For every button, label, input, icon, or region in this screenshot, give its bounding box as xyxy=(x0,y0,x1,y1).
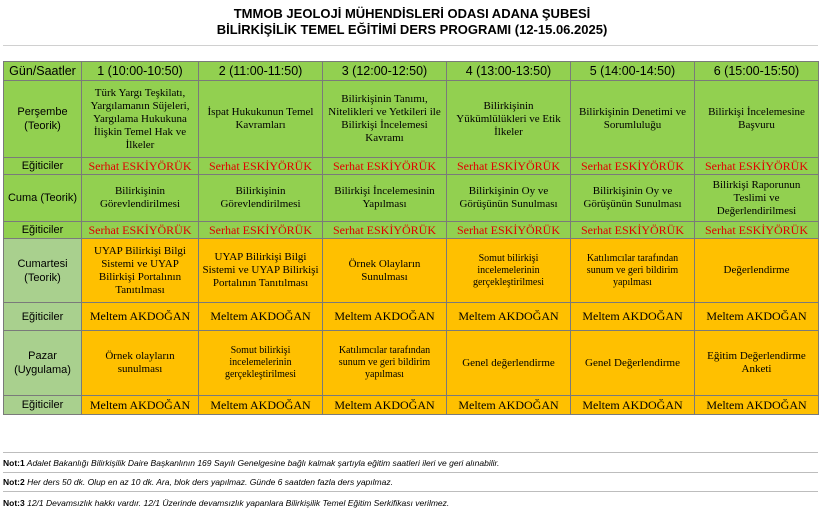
empty-row xyxy=(3,45,818,61)
column-header: 6 (15:00-15:50) xyxy=(695,62,819,81)
note-label: Not:2 xyxy=(3,477,25,487)
lesson-cell: Bilirkişinin Görevlendirilmesi xyxy=(199,175,323,222)
teacher-row-label: Eğiticiler xyxy=(4,396,82,415)
note-1 xyxy=(3,458,499,468)
lesson-cell: Bilirkişinin Oy ve Görüşünün Sunulması xyxy=(571,175,695,222)
teacher-row xyxy=(4,222,819,239)
teacher-cell: Serhat ESKİYÖRÜK xyxy=(323,158,447,175)
teacher-cell: Serhat ESKİYÖRÜK xyxy=(571,158,695,175)
teacher-cell: Meltem AKDOĞAN xyxy=(323,396,447,415)
lesson-cell: Somut bilirkişi incelemelerinin gerçekleştirilmesi xyxy=(199,331,323,396)
column-header: 4 (13:00-13:50) xyxy=(447,62,571,81)
teacher-row-label: Eğiticiler xyxy=(4,158,82,175)
lesson-cell: UYAP Bilirkişi Bilgi Sistemi ve UYAP Bilirkişi Portalının Tanıtılması xyxy=(82,239,199,303)
header-row xyxy=(4,62,819,81)
day-label: Pazar (Uygulama) xyxy=(4,331,82,396)
note-2 xyxy=(3,477,393,487)
note-divider xyxy=(3,491,818,492)
note-text: Her ders 50 dk. Olup en az 10 dk. Ara, blok ders yapılmaz. Günde 6 saatden fazla ders yapılmaz. xyxy=(24,477,393,487)
lesson-cell: Bilirkişinin Tanımı, Nitelikleri ve Yetkileri ile Bilirkişi İncelemesi Kavramı xyxy=(323,81,447,158)
lesson-cell: Bilirkişinin Görevlendirilmesi xyxy=(82,175,199,222)
teacher-cell: Serhat ESKİYÖRÜK xyxy=(199,222,323,239)
teacher-cell: Meltem AKDOĞAN xyxy=(199,303,323,331)
lesson-cell: Bilirkişinin Yükümlülükleri ve Etik İlkeler xyxy=(447,81,571,158)
lesson-cell: UYAP Bilirkişi Bilgi Sistemi ve UYAP Bilirkişi Portalının Tanıtılması xyxy=(199,239,323,303)
day-row-cumartesi xyxy=(4,239,819,303)
column-header: 1 (10:00-10:50) xyxy=(82,62,199,81)
teacher-cell: Serhat ESKİYÖRÜK xyxy=(695,158,819,175)
lesson-cell: Örnek olayların sunulması xyxy=(82,331,199,396)
teacher-cell: Serhat ESKİYÖRÜK xyxy=(323,222,447,239)
note-text: 12/1 Devamsızlık hakkı vardır. 12/1 Üzerinde devamsızlık yapanlara Bilirkişilik Temel Eğitim Serkifikası verilmez. xyxy=(24,498,450,508)
page-subtitle: BİLİRKİŞİLİK TEMEL EĞİTİMİ DERS PROGRAMI (12-15.06.2025) xyxy=(216,22,608,37)
teacher-cell: Serhat ESKİYÖRÜK xyxy=(447,158,571,175)
lesson-cell: Türk Yargı Teşkilatı, Yargılamanın Süjeleri, Yargılama Hukukuna İlişkin Temel Hak ve İlkeler xyxy=(82,81,199,158)
teacher-cell: Meltem AKDOĞAN xyxy=(323,303,447,331)
day-row-persembe xyxy=(4,81,819,158)
teacher-cell: Meltem AKDOĞAN xyxy=(695,396,819,415)
lesson-cell: Bilirkişi Raporunun Teslimi ve Değerlendirilmesi xyxy=(695,175,819,222)
teacher-cell: Serhat ESKİYÖRÜK xyxy=(571,222,695,239)
teacher-cell: Serhat ESKİYÖRÜK xyxy=(695,222,819,239)
lesson-cell: Bilirkişinin Oy ve Görüşünün Sunulması xyxy=(447,175,571,222)
teacher-row xyxy=(4,158,819,175)
lesson-cell: Örnek Olayların Sunulması xyxy=(323,239,447,303)
day-row-pazar xyxy=(4,331,819,396)
teacher-cell: Serhat ESKİYÖRÜK xyxy=(447,222,571,239)
teacher-row-label: Eğiticiler xyxy=(4,222,82,239)
lesson-cell: Bilirkişinin Denetimi ve Sorumluluğu xyxy=(571,81,695,158)
teacher-cell: Serhat ESKİYÖRÜK xyxy=(199,158,323,175)
lesson-cell: Katılımcılar tarafından sunum ve geri bildirim yapılması xyxy=(571,239,695,303)
lesson-cell: Değerlendirme xyxy=(695,239,819,303)
teacher-cell: Meltem AKDOĞAN xyxy=(199,396,323,415)
note-text: Adalet Bakanlığı Bilirkişilik Daire Başkanlının 169 Sayılı Genelgesine bağlı kalmak şartıyla eğitim saatleri ileri ve geri alınabilir. xyxy=(24,458,500,468)
note-label: Not:1 xyxy=(3,458,25,468)
day-row-cuma xyxy=(4,175,819,222)
lesson-cell: Bilirkişi İncelemesine Başvuru xyxy=(695,81,819,158)
page-title: TMMOB JEOLOJİ MÜHENDİSLERİ ODASI ADANA ŞUBESİ xyxy=(233,6,591,21)
teacher-cell: Serhat ESKİYÖRÜK xyxy=(82,222,199,239)
teacher-cell: Meltem AKDOĞAN xyxy=(695,303,819,331)
note-3 xyxy=(3,498,449,508)
day-label: Cuma (Teorik) xyxy=(4,175,82,222)
lesson-cell: Genel değerlendirme xyxy=(447,331,571,396)
teacher-cell: Serhat ESKİYÖRÜK xyxy=(82,158,199,175)
corner-header: Gün/Saatler xyxy=(4,62,82,81)
lesson-cell: Eğitim Değerlendirme Anketi xyxy=(695,331,819,396)
teacher-row xyxy=(4,396,819,415)
lesson-cell: Genel Değerlendirme xyxy=(571,331,695,396)
teacher-cell: Meltem AKDOĞAN xyxy=(447,303,571,331)
teacher-row xyxy=(4,303,819,331)
lesson-cell: Bilirkişi İncelemesinin Yapılması xyxy=(323,175,447,222)
teacher-cell: Meltem AKDOĞAN xyxy=(82,396,199,415)
column-header: 2 (11:00-11:50) xyxy=(199,62,323,81)
column-header: 3 (12:00-12:50) xyxy=(323,62,447,81)
teacher-cell: Meltem AKDOĞAN xyxy=(447,396,571,415)
teacher-row-label: Eğiticiler xyxy=(4,303,82,331)
teacher-cell: Meltem AKDOĞAN xyxy=(571,396,695,415)
day-label: Cumartesi (Teorik) xyxy=(4,239,82,303)
lesson-cell: Katılımcılar tarafından sunum ve geri bildirim yapılması xyxy=(323,331,447,396)
lesson-cell: Somut bilirkişi incelemelerinin gerçekleştirilmesi xyxy=(447,239,571,303)
column-header: 5 (14:00-14:50) xyxy=(571,62,695,81)
note-divider xyxy=(3,452,818,453)
day-label: Perşembe (Teorik) xyxy=(4,81,82,158)
teacher-cell: Meltem AKDOĞAN xyxy=(82,303,199,331)
teacher-cell: Meltem AKDOĞAN xyxy=(571,303,695,331)
schedule-table xyxy=(3,61,819,415)
note-label: Not:3 xyxy=(3,498,25,508)
note-divider xyxy=(3,472,818,473)
lesson-cell: İspat Hukukunun Temel Kavramları xyxy=(199,81,323,158)
